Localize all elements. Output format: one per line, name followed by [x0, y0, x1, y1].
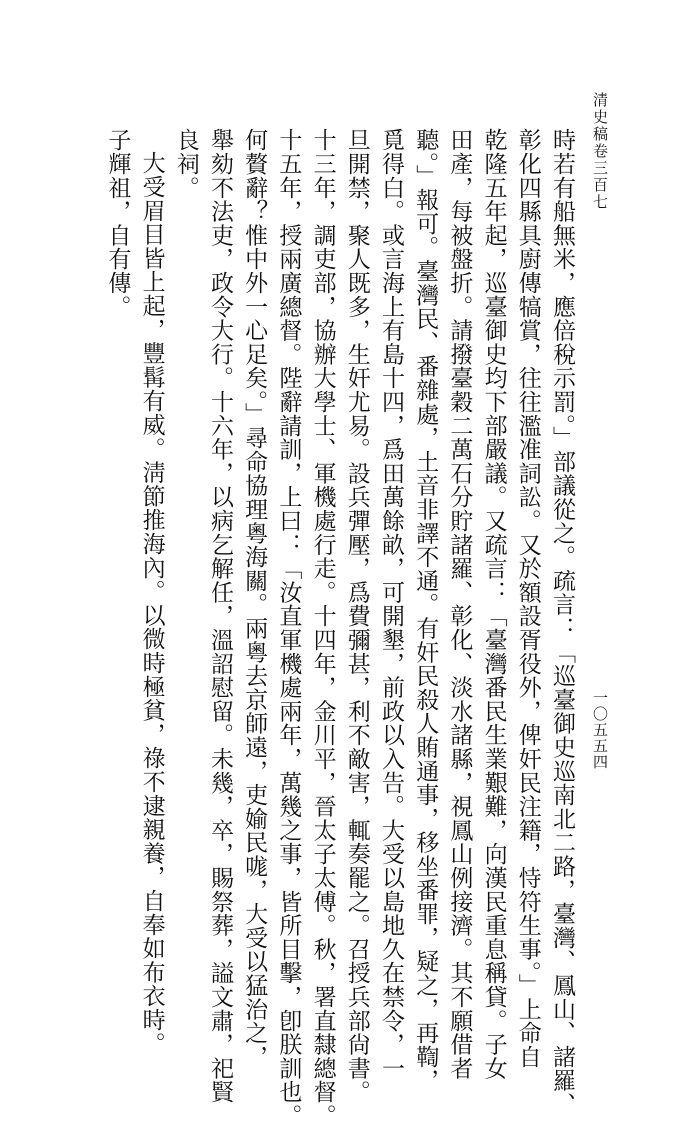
page-number: 一〇五五四: [591, 690, 609, 770]
text-column-paragraph-start: 大受眉目皆上起，豐髯有威。淸節推海內。以微時極貧，祿不逮親養，自奉如布衣時。: [138, 151, 165, 1056]
text-column: 十五年，授兩廣總督。陛辭請訓，上曰：「汝直軍機處兩年，萬幾之事，皆所目擊，卽朕訓也。: [275, 128, 302, 1128]
text-column: 何贅辭？惟中外一心足矣。」尋命協理粵海關。兩粵去京師遠，吏媮民哤，大受以猛治之，: [241, 128, 268, 1069]
text-column: 旦開禁，聚人既多，生奸尤易。設兵彈壓，爲費彌甚，利不敵害，輒奏罷之。召授兵部尙書。: [343, 128, 370, 1104]
running-head: 清史稿卷三百七: [591, 92, 609, 211]
text-column: 田產，每被盤折。請撥臺穀二萬石分貯諸羅、彰化、淡水諸縣，視鳳山例接濟。其不願借者: [446, 128, 473, 1080]
text-column: 聽。」報可。臺灣民、番雜處，土音非譯不通。有奸民殺人賄通事，移坐番罪，疑之，再鞫，: [412, 128, 439, 1093]
text-column: 十三年，調吏部，協辦大學士、軍機處行走。十四年，金川平，晉太子太傅。秋，署直隸總督。: [309, 128, 336, 1128]
text-column: 彰化四縣具廚傳犒賞，往往濫准詞訟。又於額設胥役外，俾奸民注籍，恃符生事。」上命自: [514, 128, 541, 1069]
text-column: 乾隆五年起，巡臺御史均下部嚴議。又疏言：「臺灣番民生業艱難，向漢民重息稱貸。子女: [480, 128, 507, 1080]
text-body: [100, 128, 579, 1128]
text-column: 覓得白。或言海上有島十四，爲田萬餘畝，可開墾，前政以入告。大受以島地久在禁令，一: [377, 128, 404, 1080]
text-column: 良祠。: [172, 128, 199, 200]
text-column: 舉劾不法吏，政令大行。十六年，以病乞解任，溫詔慰留。未幾，卒，賜祭葬，謚文肅，祀賢: [206, 128, 233, 1104]
text-column: 時若有船無米，應倍稅示罰。」部議從之。疏言：「巡臺御史巡南北二路，臺灣、鳳山、諸羅、: [549, 128, 575, 1117]
text-column: 子輝祖，自有傳。: [104, 128, 131, 319]
